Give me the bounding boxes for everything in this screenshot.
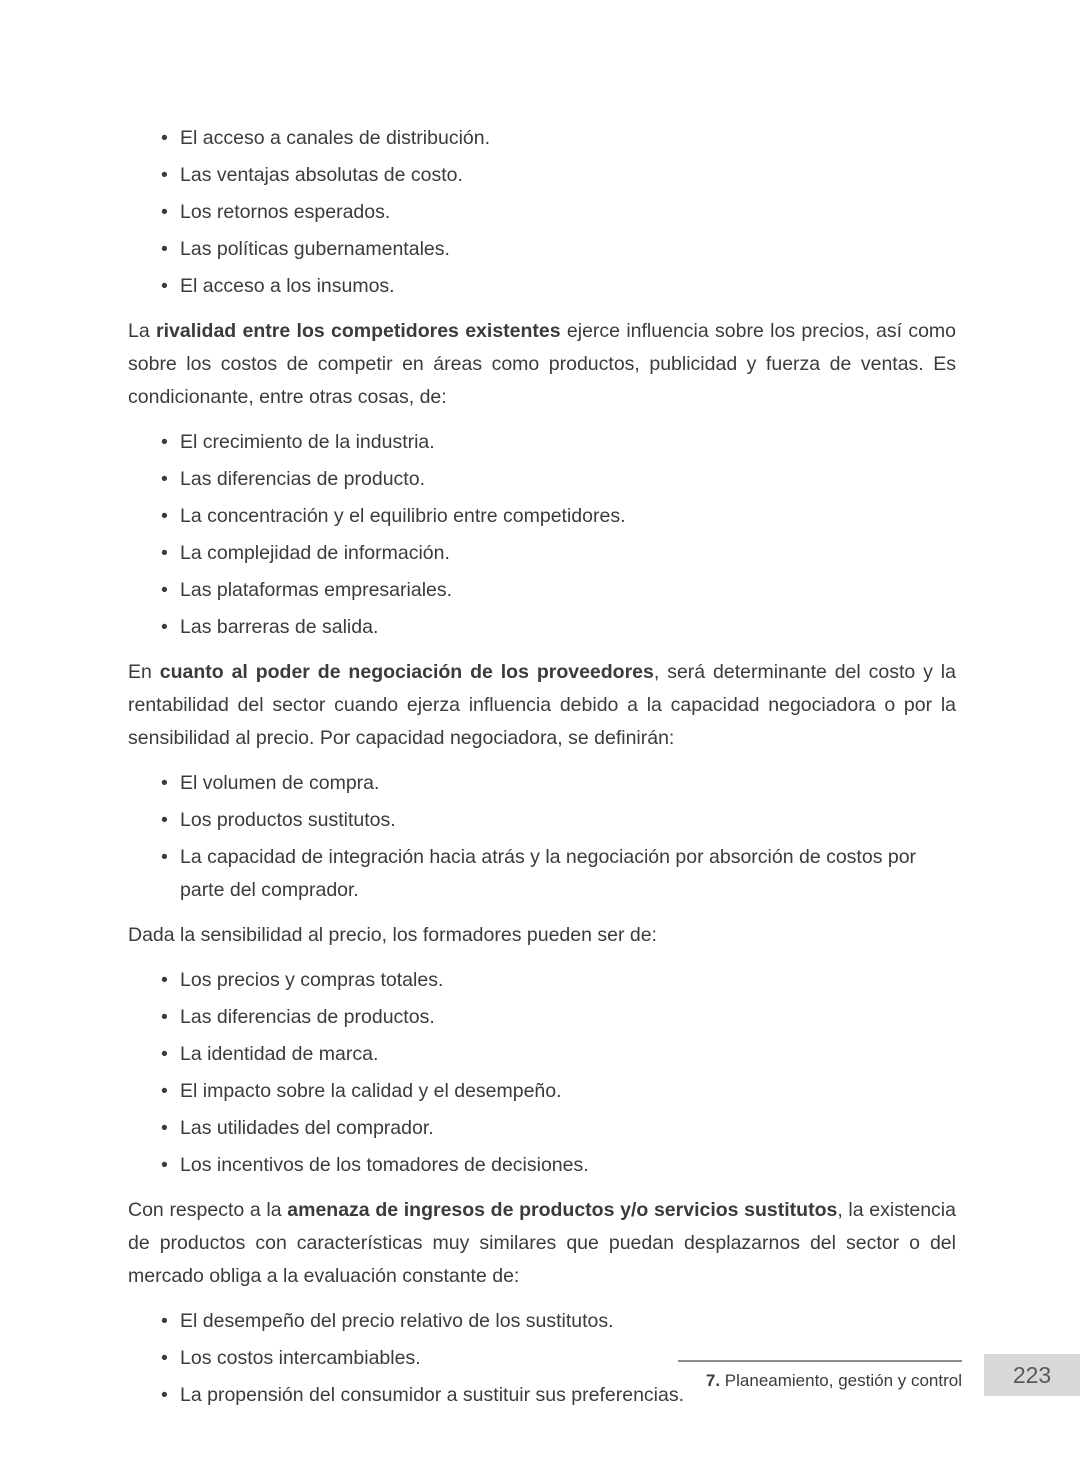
list-item: • La capacidad de integración hacia atrás y la negociación por absorción de costos por parte del comprador.: [161, 841, 956, 907]
list-item: • La propensión del consumidor a sustituir sus preferencias.: [161, 1379, 956, 1412]
list-item: • El acceso a canales de distribución.: [161, 122, 956, 155]
footer-chapter-label: [706, 1371, 962, 1391]
footer-chapter-title: Planeamiento, gestión y control: [720, 1370, 962, 1390]
list-item: • Los productos sustitutos.: [161, 804, 956, 837]
list-item: • Los incentivos de los tomadores de decisiones.: [161, 1149, 956, 1182]
list-item: • El acceso a los insumos.: [161, 270, 956, 303]
paragraph-bold-text: cuanto al poder de negociación de los proveedores: [159, 661, 654, 683]
list-item: • Las diferencias de productos.: [161, 1001, 956, 1034]
list-item: • Las utilidades del comprador.: [161, 1112, 956, 1145]
page-number-badge: 223: [984, 1354, 1080, 1396]
footer-rule: [678, 1360, 962, 1362]
list-item: • Las diferencias de producto.: [161, 463, 956, 496]
paragraph-bold-text: amenaza de ingresos de productos y/o servicios sustitutos: [287, 1199, 838, 1221]
footer-chapter-number: 7.: [705, 1370, 721, 1390]
paragraph-text: , la existencia de productos con características muy similares que puedan desplazarnos del sector o del mercado obliga a la evaluación constante de:: [128, 1199, 956, 1287]
list-item: • Las plataformas empresariales.: [161, 574, 956, 607]
paragraph-text: , será determinante del costo y la rentabilidad del sector cuando ejerza influencia debido a la capacidad negociadora o por la sensibilidad al precio. Por capacidad negociadora, se definirán:: [128, 661, 956, 749]
paragraph-bold-text: rivalidad entre los competidores existentes: [156, 320, 561, 342]
list-item: • Los retornos esperados.: [161, 196, 956, 229]
paragraph-text: La: [128, 320, 157, 342]
bullet-list-rivalry-factors: [128, 426, 956, 644]
list-item: • Los costos intercambiables.: [161, 1342, 956, 1375]
footer-chapter: [678, 1360, 962, 1391]
list-item: • El crecimiento de la industria.: [161, 426, 956, 459]
list-item: • El impacto sobre la calidad y el desempeño.: [161, 1075, 956, 1108]
paragraph-text: Con respecto a la: [128, 1199, 288, 1221]
list-item: • El desempeño del precio relativo de los sustitutos.: [161, 1305, 956, 1338]
list-item: • Los precios y compras totales.: [161, 964, 956, 997]
paragraph-text: ejerce influencia sobre los precios, así como sobre los costos de competir en áreas como productos, publicidad y fuerza de ventas. Es condicionante, entre otras cosas, de:: [128, 320, 956, 408]
list-item: • La concentración y el equilibrio entre competidores.: [161, 500, 956, 533]
paragraph-rivalidad: [128, 315, 956, 414]
bullet-list-supplier-power: [128, 767, 956, 907]
page-content: [128, 116, 956, 1424]
page-footer: [678, 1354, 1080, 1396]
paragraph-text: En: [128, 661, 160, 683]
list-item: • Las políticas gubernamentales.: [161, 233, 956, 266]
list-item: • La identidad de marca.: [161, 1038, 956, 1071]
paragraph-sensibilidad: [128, 919, 956, 952]
bullet-list-price-sensitivity: [128, 964, 956, 1182]
paragraph-sustitutos: [128, 1194, 956, 1293]
bullet-list-entry-barriers: [128, 122, 956, 303]
list-item: • La complejidad de información.: [161, 537, 956, 570]
paragraph-text: Dada la sensibilidad al precio, los formadores pueden ser de:: [128, 924, 657, 946]
list-item: • Las barreras de salida.: [161, 611, 956, 644]
list-item: • El volumen de compra.: [161, 767, 956, 800]
paragraph-proveedores: [128, 656, 956, 755]
list-item: • Las ventajas absolutas de costo.: [161, 159, 956, 192]
